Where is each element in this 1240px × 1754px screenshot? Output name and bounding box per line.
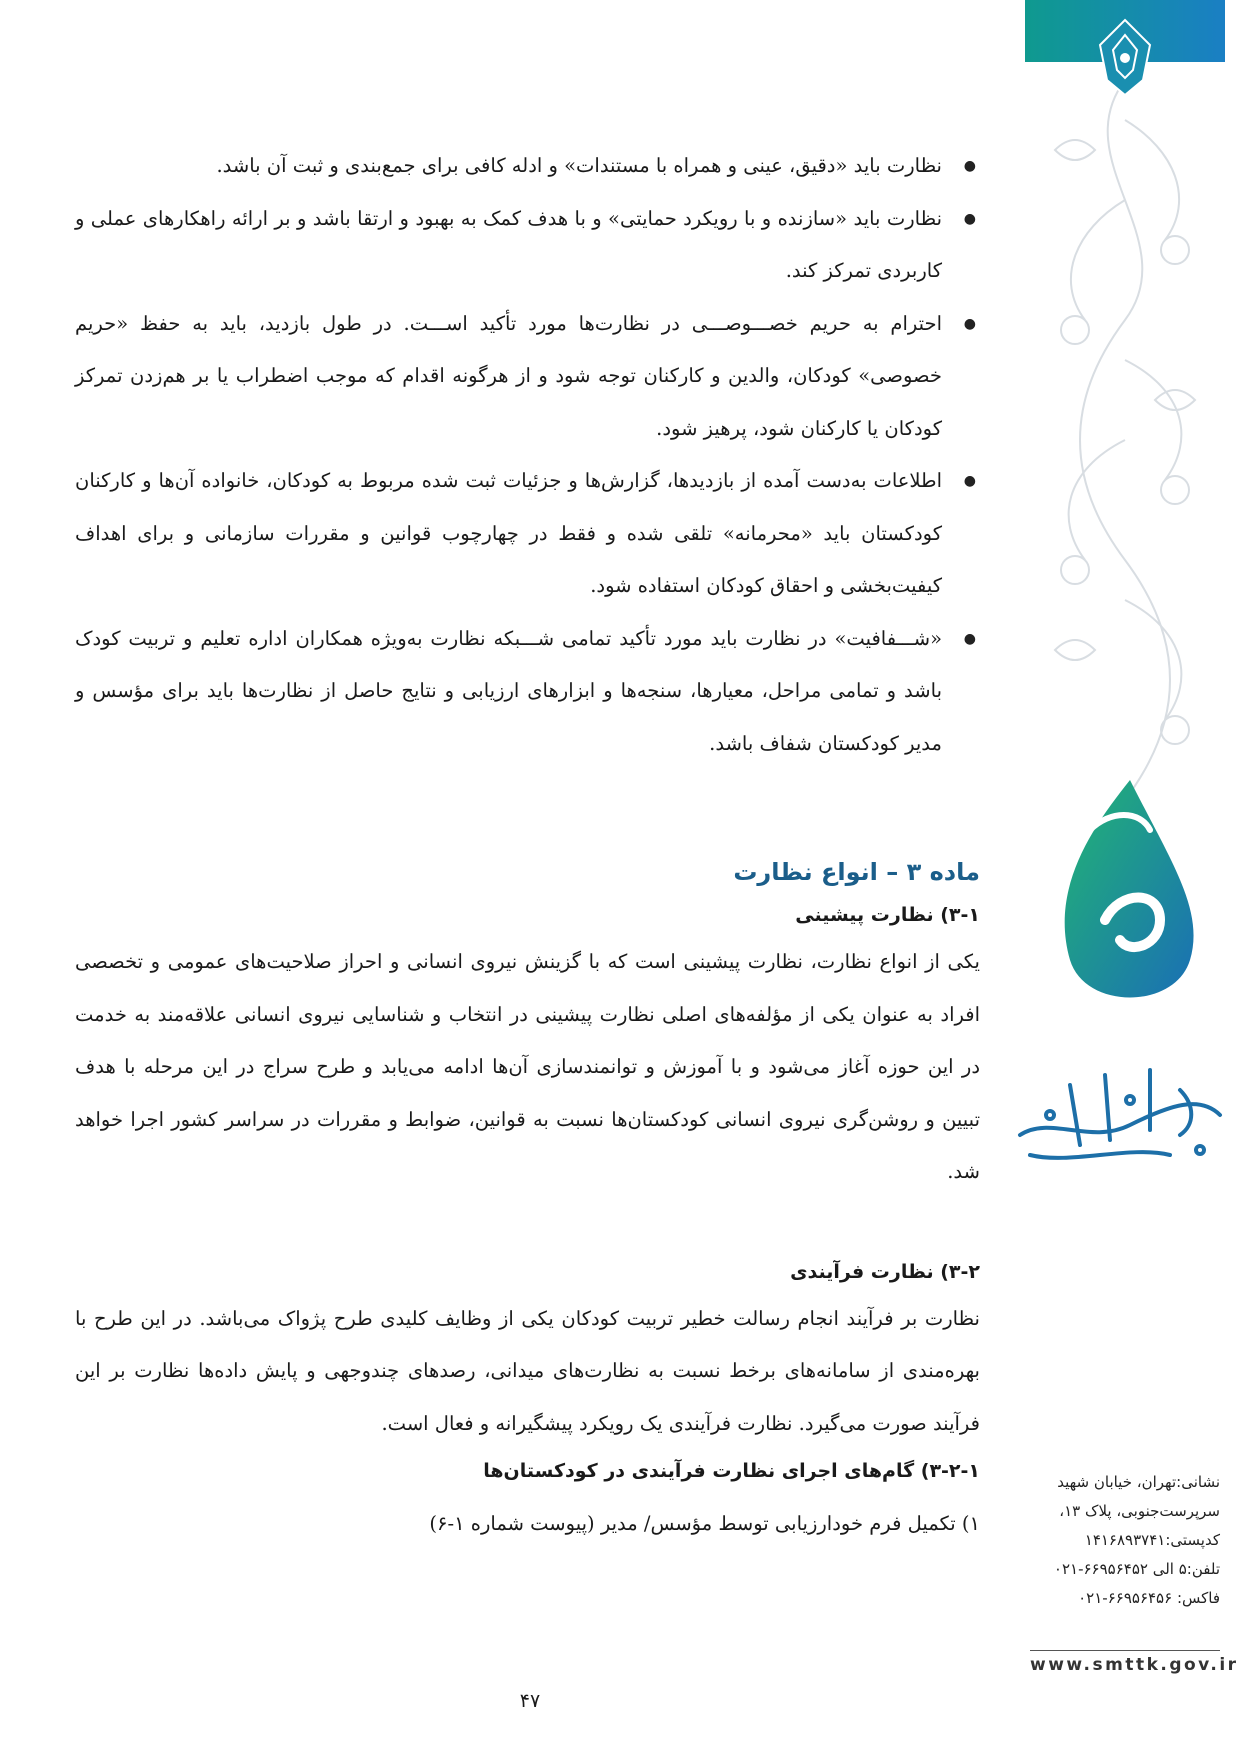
contact-address	[1030, 1468, 1220, 1613]
list-item: ● نظارت باید «سازنده و با رویکرد حمایتی» و با هدف کمک به بهبود و ارتقا باشد و بر ارائه راهکارهای عملی و کاربردی تمرکز کند.	[75, 193, 980, 298]
subsection-title: ۳-۲-۱) گام‌های اجرای نظارت فرآیندی در کودکستان‌ها	[483, 1460, 980, 1482]
page-number: ۴۷	[519, 1690, 541, 1712]
organization-logo-icon	[1030, 770, 1230, 1050]
address-line: نشانی:تهران، خیابان شهید	[1057, 1473, 1220, 1491]
header-emblem-icon	[1100, 20, 1150, 95]
list-item: ● احترام به حریم خصـــوصـــی در نظارت‌ها مورد تأکید اســـت. در طول بازدید، باید به حفظ «حریم خصوصی» کودکان، والدین و کارکنان توجه شود و از هرگونه اقدام که موجب اضطراب یا بر هم‌زدن تمرکز کودکان یا کارکنان شود، پرهیز شود.	[75, 298, 980, 456]
list-item: ● اطلاعات به‌دست آمده از بازدیدها، گزارش‌ها و جزئیات ثبت شده مربوط به کودکان، خانواده آن‌ها و کارکنان کودکستان باید «محرمانه» تلقی شده و فقط در چهارچوب قوانین و مقررات سازمانی و برای اهداف کیفیت‌بخشی و احقاق کودکان استفاده شود.	[75, 455, 980, 613]
list-item: ● «شـــفافیت» در نظارت باید مورد تأکید تمامی شـــبکه نظارت به‌ویژه همکاران اداره تعلیم و تربیت کودک باشد و تمامی مراحل، معیارها، سنجه‌ها و ابزارهای ارزیابی و نتایج حاصل از نظارت‌ها باید برای مؤسس و مدیر کودکستان شفاف باشد.	[75, 613, 980, 771]
organization-calligraphy-icon	[1010, 1055, 1230, 1185]
address-line: کدپستی:۱۴۱۶۸۹۳۷۴۱	[1084, 1531, 1220, 1549]
subsection-title: ۳-۲) نظارت فرآیندی	[790, 1260, 980, 1283]
address-line: سرپرست‌جنوبی، پلاک ۱۳،	[1059, 1502, 1220, 1520]
address-line: تلفن:۵ الی ۶۶۹۵۶۴۵۲-۰۲۱	[1053, 1560, 1220, 1578]
section-title: ماده ۳ – انواع نظارت	[733, 858, 980, 886]
step-item: ۱) تکمیل فرم خودارزیابی توسط مؤسس/ مدیر (پیوست شماره ۱-۶)	[429, 1512, 980, 1535]
address-line: فاکس: ۶۶۹۵۶۴۵۶-۰۲۱	[1078, 1589, 1220, 1607]
principles-list	[75, 140, 980, 770]
website-link[interactable]: www.smttk.gov.ir	[1030, 1650, 1220, 1675]
subsection-title: ۳-۱) نظارت پیشینی	[795, 904, 980, 926]
document-body	[75, 140, 980, 1551]
subsection-paragraph: نظارت بر فرآیند انجام رسالت خطیر تربیت کودکان یکی از وظایف کلیدی طرح پژواک می‌باشد. در این طرح با بهره‌مندی از سامانه‌های برخط نسبت به نظارت‌های میدانی، رصدهای چندوجهی و پایش داده‌ها نظارت بر این فرآیند صورت می‌گیرد. نظارت فرآیندی یک رویکرد پیشگیرانه و فعال است.	[75, 1306, 980, 1435]
subsection-paragraph: یکی از انواع نظارت، نظارت پیشینی است که با گزینش نیروی انسانی و احراز صلاحیت‌های عمومی و تخصصی افراد به عنوان یکی از مؤلفه‌های اصلی نظارت پیشینی در انتخاب و شناسایی نیروی انسانی علاقه‌مند به خدمت در این حوزه آغاز می‌شود و با آموزش و توانمندسازی آن‌ها ادامه می‌یابد و طرح سراج در این مرحله با هدف تبیین و روشن‌گری نیروی انسانی کودکستان‌ها نسبت به قوانین، ضوابط و مقررات در سراسر کشور اجرا خواهد شد.	[75, 950, 980, 1183]
list-item: ● نظارت باید «دقیق، عینی و همراه با مستندات» و ادله کافی برای جمع‌بندی و ثبت آن باشد.	[75, 140, 980, 193]
